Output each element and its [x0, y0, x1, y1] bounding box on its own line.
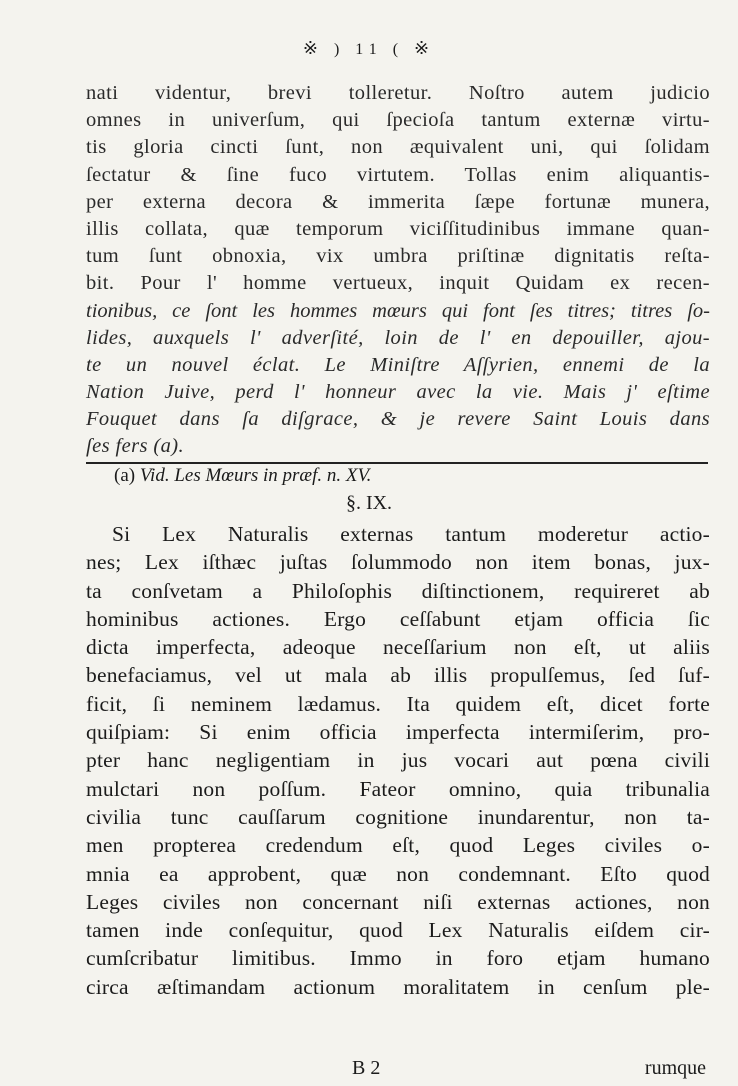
text-line: ſectatur & ſine fuco virtutem. Tollas enim aliquantis- — [86, 163, 710, 186]
text-line: tum ſunt obnoxia, vix umbra priſtinæ dignitatis reſta- — [86, 245, 710, 268]
text-line: ſes fers (a). — [86, 435, 185, 458]
page-number: ) 11 ( — [333, 41, 405, 58]
paragraph-2 — [86, 520, 710, 1001]
footnote-text: Vid. Les Mœurs in præf. n. XV. — [139, 465, 372, 486]
text-line: men propterea credendum eſt, quod Leges civiles o- — [86, 833, 710, 858]
paragraph-1 — [86, 80, 710, 461]
text-line: Nation Juive, perd l' honneur avec la vie. Mais j' eſtime — [86, 381, 710, 404]
text-line: mulctari non poſſum. Fateor omnino, quia tribunalia — [86, 776, 710, 801]
section-heading: §. IX. — [345, 492, 393, 514]
text-line: quiſpiam: Si enim officia imperfecta intermiſerim, pro- — [86, 720, 710, 745]
text-line: cumſcribatur limitibus. Immo in foro etjam humano — [86, 946, 710, 971]
signature-mark: B 2 — [352, 1057, 381, 1079]
text-line: tis gloria cincti ſunt, non æquivalent uni, qui ſolidam — [86, 136, 710, 159]
text-line: dicta imperfecta, adeoque neceſſarium non eſt, ut aliis — [86, 635, 710, 660]
text-line: illis collata, quæ temporum viciſſitudinibus immane quan- — [86, 217, 710, 240]
text-line: Si Lex Naturalis externas tantum moderetur actio- — [112, 522, 710, 546]
text-line: per externa decora & immerita ſæpe fortunæ munera, — [86, 190, 710, 213]
text-line: tamen inde conſequitur, quod Lex Naturalis eiſdem cir- — [86, 918, 710, 943]
text-line: Leges civiles non concernant niſi externas actiones, non — [86, 889, 710, 914]
text-line: ta conſvetam a Philoſophis diſtinctionem, requireret ab — [86, 578, 710, 603]
text-line: ficit, ſi neminem lædamus. Ita quidem eſt, dicet forte — [86, 691, 710, 716]
header-ornament-left: ※ — [302, 38, 324, 58]
text-line: nati videntur, brevi tolleretur. Noſtro autem judicio — [86, 82, 710, 104]
text-line: te un nouvel éclat. Le Miniſtre Aſſyrien, ennemi de la — [86, 353, 710, 376]
text-line: tionibus, ce ſont les hommes mœurs qui font ſes titres; titres ſo- — [86, 299, 710, 322]
text-line: civilia tunc cauſſarum cognitione inundarentur, non ta- — [86, 804, 710, 829]
footnote — [114, 465, 371, 487]
text-line: circa æſtimandam actionum moralitatem in cenſum ple- — [86, 974, 710, 999]
text-line: mnia ea approbent, quæ non condemnant. Eſto quod — [86, 861, 710, 886]
text-line: pter hanc negligentiam in jus vocari aut pœna civili — [86, 748, 710, 773]
text-line: nes; Lex iſthæc juſtas ſolummodo non item bonas, jux- — [86, 550, 710, 575]
text-line: bit. Pour l' homme vertueux, inquit Quidam ex recen- — [86, 272, 710, 295]
text-line: omnes in univerſum, qui ſpecioſa tantum externæ virtu- — [86, 109, 710, 132]
text-line: Fouquet dans ſa diſgrace, & je revere Saint Louis dans — [86, 408, 710, 431]
header-ornament-right: ※ — [414, 38, 436, 58]
text-line: benefaciamus, vel ut mala ab illis propulſemus, ſed ſuf- — [86, 663, 710, 688]
text-line: hominibus actiones. Ergo ceſſabunt etjam officia ſic — [86, 606, 710, 631]
text-line: lides, auxquels l' adverſité, loin de l' en depouiller, ajou- — [86, 326, 710, 349]
footnote-marker: (a) — [114, 465, 136, 486]
catchword: rumque — [644, 1057, 706, 1079]
running-header — [0, 38, 738, 59]
footnote-rule — [86, 462, 708, 464]
